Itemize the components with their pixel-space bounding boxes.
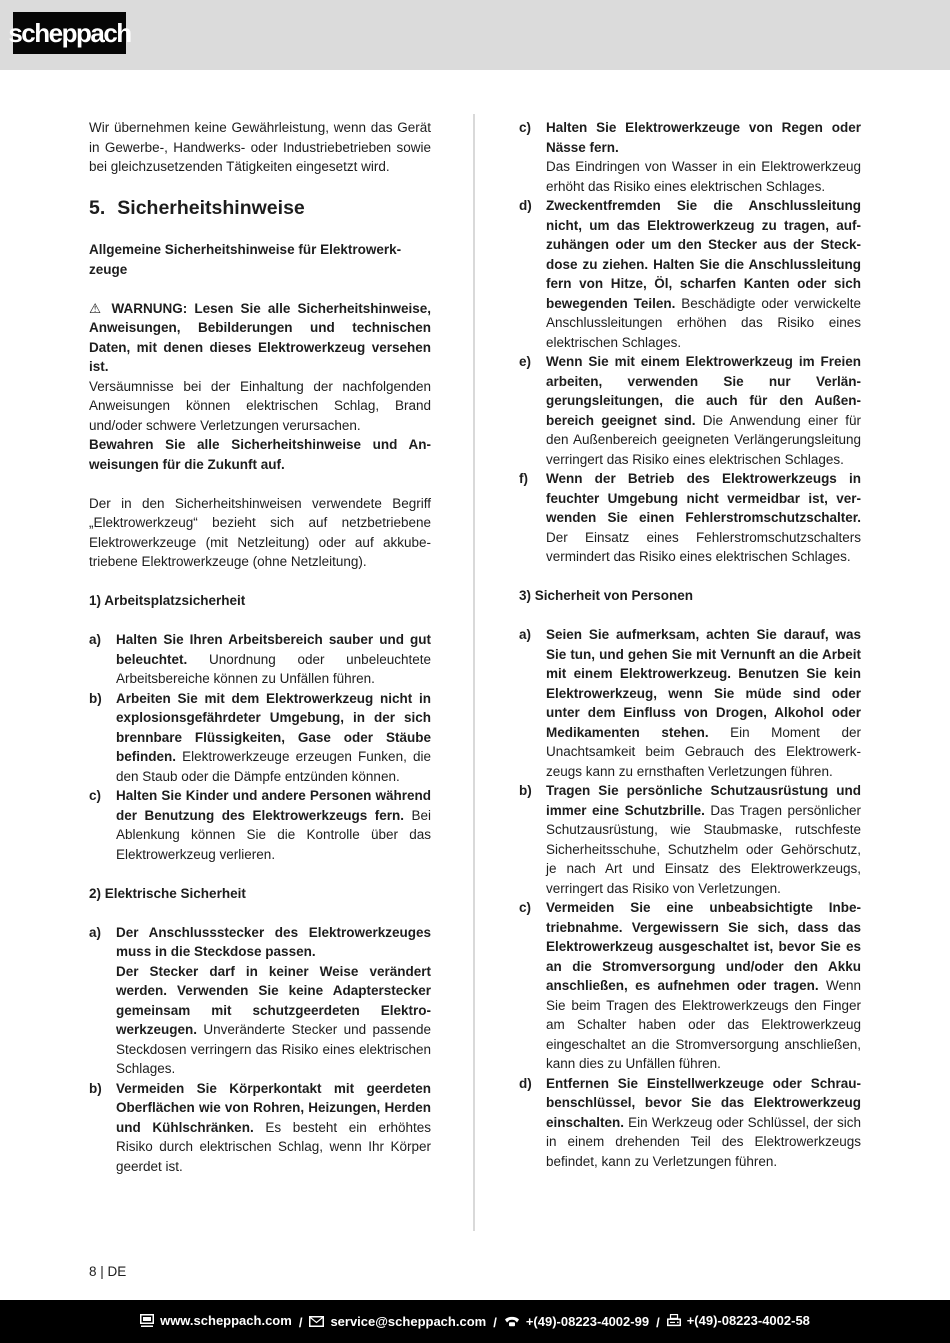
list-item-label: c) [519, 900, 532, 915]
warning-icon: ⚠ [89, 300, 105, 316]
footer-item-text: service@scheppach.com [330, 1314, 487, 1329]
subheading: 1) Arbeitsplatzsicherheit [89, 593, 246, 608]
list-item-label: c) [519, 120, 532, 135]
text-segment: Ein Moment der Unachtsamkeit beim Gebrauch des Elektrowerkzeugs kann zu ernsthaften Verletzungen führen. [546, 724, 861, 779]
list-item-label: a) [89, 924, 102, 940]
text-segment: Versäumnisse bei der Einhaltung der nachfolgenden Anweisungen können elektrischen Schlag, Brand und/oder schwere Verletzungen verursachen. [89, 378, 431, 433]
header-bar [0, 0, 950, 70]
list-item-body [116, 786, 431, 864]
text-segment: Beschädigte oder verwickelte Anschlussleitungen erhöhen das Risiko eines elektrischen Schlages. [546, 295, 861, 350]
text-segment: Vermeiden Sie Körperkontakt mit geerdeten Oberflächen wie von Rohren, Heizungen, Herden und Kühlschränken. [116, 1080, 431, 1135]
phone-icon [504, 1315, 520, 1327]
page-number: 8 | DE [89, 1264, 127, 1279]
text-segment: Halten Sie Elektrowerkzeuge von Regen oder Nässe fern. [546, 120, 861, 155]
list-item-body [546, 625, 861, 781]
list-item [519, 781, 861, 898]
list-item [519, 898, 861, 1074]
footer-item-text: www.scheppach.com [160, 1313, 292, 1328]
list-item [519, 1074, 861, 1172]
list-item-label: b) [519, 783, 532, 798]
footer-contact [140, 1313, 810, 1330]
section-title: Sicherheitshinweise [117, 197, 305, 219]
text-segment: Unveränderte Stecker und passende Steckdosen verringern das Risiko eines elektrischen Schlages. [116, 1022, 431, 1076]
text-segment: Ein Werkzeug oder Schlüssel, der sich in einem drehenden Teil des Elektrowerkzeugs befindet, kann zu Verletzungen führen. [546, 1114, 861, 1169]
list-item-body [116, 1079, 431, 1177]
text-segment: Entfernen Sie Einstellwerkzeuge oder Schraubenschlüssel, bevor Sie das Elektrowerkzeug einschalten. [546, 1075, 861, 1130]
text-segment: Arbeiten Sie mit dem Elektrowerkzeug nicht in explosionsgefährdeter Umgebung, in der sich brennbare Flüssigkeiten, Gase oder Stäube befinden. [116, 690, 431, 764]
subheading: 2) Elektrische Sicherheit [89, 885, 246, 901]
list-item-label: d) [519, 198, 532, 213]
list-item-body [546, 118, 861, 196]
column-right [519, 118, 861, 1176]
text-segment: Zweckentfremden Sie die Anschlussleitung nicht, um das Elektrowerkzeug zu tragen, aufzuhängen oder um den Stecker aus der Steckdose zu ziehen. Halten Sie die Anschlussleitung fern von Hitze, Öl, scharfen Kanten oder sich bewegenden Teilen. [546, 198, 861, 311]
list-item [89, 689, 431, 787]
page-content [89, 118, 861, 1176]
footer-separator: / [298, 1315, 303, 1330]
text-segment: Bewahren Sie alle Sicherheitshinweise und Anweisungen für die Zukunft auf. [89, 437, 431, 472]
paragraph [89, 494, 431, 572]
text-segment: Die Anwendung einer für den Außenbereich geeigneten Verlängerungsleitung verringert das Risiko eines elektrischen Schlages. [546, 412, 861, 467]
list-item [519, 352, 861, 469]
list-item [89, 923, 431, 1079]
section-number: 5. [89, 197, 106, 219]
list-item-label: c) [89, 788, 102, 803]
fax-icon [667, 1314, 681, 1327]
list-item-body [546, 196, 861, 352]
text-segment: Es besteht ein erhöhtes Risiko durch elektrischen Schlag, wenn Ihr Körper geerdet ist. [116, 1119, 431, 1174]
brand-logo [8, 12, 131, 54]
footer-bar [0, 1300, 950, 1343]
list-item-label: a) [519, 627, 532, 642]
footer-item [667, 1313, 810, 1328]
list-item-label: b) [89, 1080, 102, 1096]
computer-icon [140, 1314, 154, 1327]
list-item-label: a) [89, 632, 102, 647]
footer-item [309, 1314, 486, 1329]
email-icon [309, 1316, 324, 1327]
footer-item [504, 1314, 649, 1329]
list-item-body [116, 689, 431, 787]
text-segment: Wir übernehmen keine Gewährleistung, wenn das Gerät in Gewerbe-, Handwerks- oder Industriebetrieben sowie bei gleichzusetzenden Tätigkeiten eingesetzt wird. [89, 120, 431, 174]
list-item-body [546, 469, 861, 567]
footer-separator: / [656, 1315, 660, 1330]
text-segment: Der Einsatz eines Fehlerstromschutzschalters vermindert das Risiko eines elektrischen Schlages. [546, 529, 861, 564]
paragraph [89, 118, 431, 177]
footer-separator: / [493, 1315, 497, 1330]
text-segment: Halten Sie Kinder und andere Personen während der Benutzung des Elektrowerkzeugs fern. [116, 788, 431, 823]
text-segment: Elektrowerkzeuge erzeugen Funken, die den Staub oder die Dämpfe entzünden können. [116, 749, 431, 784]
footer-item-text: +(49)-08223-4002-99 [525, 1313, 650, 1329]
list-item-body [116, 630, 431, 689]
list-item-body [116, 923, 431, 1079]
text-segment: Tragen Sie persönliche Schutzausrüstung und immer eine Schutzbrille. [546, 783, 861, 818]
footer-item [140, 1313, 292, 1328]
list-item-label: f) [519, 471, 528, 486]
text-segment: Der in den Sicherheitshinweisen verwendete Begriff „Elektrowerkzeug“ bezieht sich auf netzbetriebene Elektrowerkzeuge (mit Netzleitung) oder auf akkubetriebene Elektrowerkzeuge (ohne Netzleitung). [89, 495, 431, 569]
subheading: Allgemeine Sicherheitshinweise für Elektrowerkzeuge [89, 242, 402, 277]
text-segment: Wenn Sie mit einem Elektrowerkzeug im Freien arbeiten, verwenden Sie nur Verlängerungsleitungen, die auch für den Außenbereich geeignet sind. [546, 354, 861, 428]
list-item [89, 786, 431, 864]
list-item-label: d) [519, 1075, 532, 1091]
list-item-label: e) [519, 354, 532, 369]
list-item-body [546, 352, 861, 469]
list-item [89, 630, 431, 689]
list-item [519, 469, 861, 567]
text-segment: Das Tragen persönlicher Schutzausrüstung, wie Staubmaske, rutschfeste Sicherheitsschuhe, Schutzhelm oder Gehörschutz, je nach Art und Einsatz des Elektrowerkzeugs, verringert das Risiko von Verletzungen. [546, 802, 862, 896]
brand-logo-text: scheppach [8, 17, 131, 48]
text-segment: Bei Ablenkung können Sie die Kontrolle über das Elektrowerkzeug verlieren. [116, 807, 431, 862]
column-left [89, 118, 431, 1176]
text-segment: Das Eindringen von Wasser in ein Elektrowerkzeug erhöht das Risiko eines elektrischen Schlages. [546, 159, 861, 194]
list-item [519, 196, 861, 352]
subheading: 3) Sicherheit von Personen [519, 588, 694, 603]
text-segment: Der Anschlussstecker des Elektrowerkzeuges muss in die Steckdose passen. Der Stecker darf in keiner Weise verändert werden. Verwenden Sie keine Adapterstecker gemeinsam mit schutzgeerdeten Elektrowerkzeugen. [116, 924, 431, 1037]
list-item [519, 118, 861, 196]
section-heading [89, 196, 431, 220]
text-segment: Wenn Sie beim Tragen des Elektrowerkzeugs den Finger am Schalter haben oder das Elektrowerkzeug eingeschaltet an die Stromversorgung anschließen, kann dies zu Unfällen führen. [546, 978, 861, 1071]
list-item [89, 1079, 431, 1177]
text-segment: Halten Sie Ihren Arbeitsbereich sauber und gut beleuchtet. [116, 632, 431, 667]
text-segment: Unordnung oder unbeleuchtete Arbeitsbereiche können zu Unfällen führen. [116, 651, 431, 686]
footer-item-text: +(49)-08223-4002-58 [686, 1313, 810, 1328]
paragraph [89, 299, 431, 475]
list-item [519, 625, 861, 781]
text-segment: Seien Sie aufmerksam, achten Sie darauf, was Sie tun, und gehen Sie mit Vernunft an die Arbeit mit einem Elektrowerkzeug. Benutzen Sie kein Elektrowerkzeug, wenn Sie müde sind oder unter dem Einfluss von Drogen, Alkohol oder Medikamenten stehen. [546, 627, 861, 740]
text-segment: Vermeiden Sie eine unbeabsichtigte Inbetriebnahme. Vergewissern Sie sich, dass das Elektrowerkzeug ausgeschaltet ist, bevor Sie es an die Stromversorgung und/oder den Akku anschließen, es aufnehmen oder tragen. [546, 900, 861, 993]
list-item-body [546, 1074, 861, 1172]
list-item-label: b) [89, 690, 102, 706]
text-segment: Wenn der Betrieb des Elektrowerkzeugs in feuchter Umgebung nicht vermeidbar ist, verwenden Sie einen Fehlerstromschutzschalter. [546, 471, 861, 525]
text-segment: WARNUNG: Lesen Sie alle Sicherheitshinweise, Anweisungen, Bebilderungen und technischen Daten, mit denen dieses Elektrowerkzeug versehen ist. [89, 300, 431, 374]
list-item-body [546, 898, 861, 1074]
list-item-body [546, 781, 861, 898]
